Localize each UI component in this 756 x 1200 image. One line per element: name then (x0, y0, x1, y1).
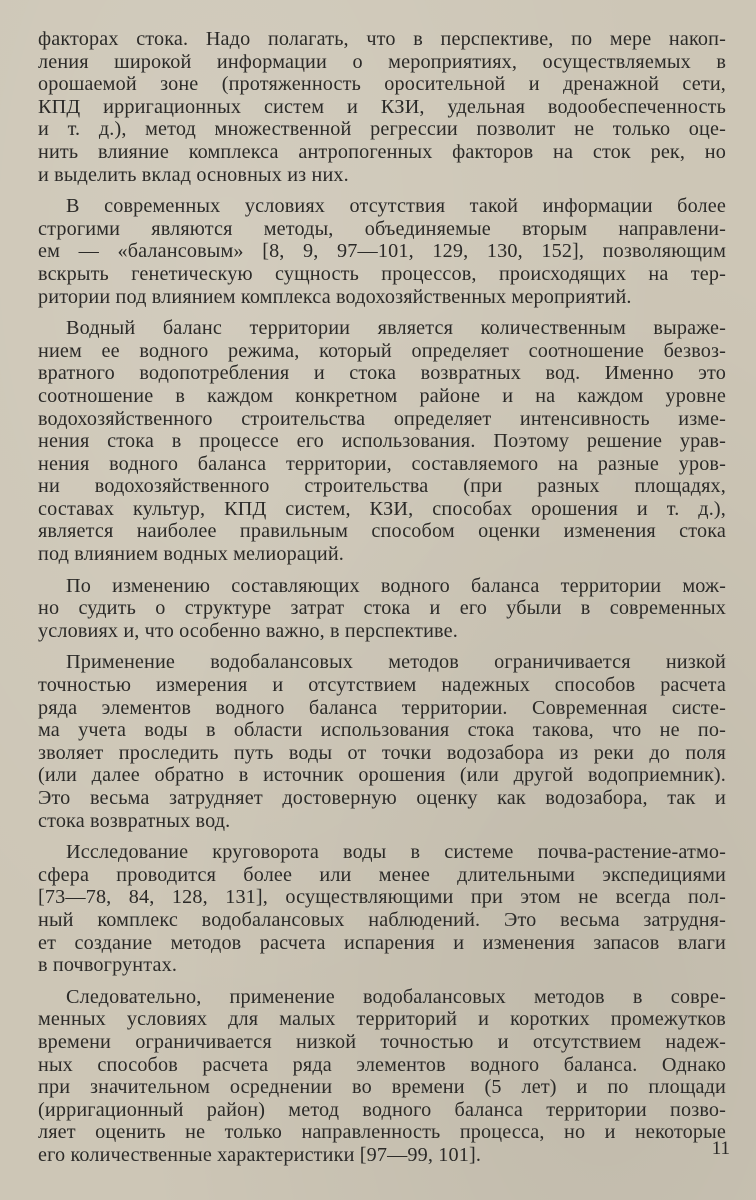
paragraph-3 (38, 317, 726, 566)
text-line: сфера проводится более или менее длительными экспедициями (38, 863, 726, 886)
text-line: ления широкой информации о мероприятиях, осуществляемых в (38, 50, 726, 73)
text-line: менных условиях для малых территорий и коротких промежутков (38, 1008, 726, 1031)
text-line: строгими являются методы, объединяемые вторым направлени- (38, 217, 726, 240)
text-line: ряда элементов водного баланса территории. Современная систе- (38, 696, 726, 719)
text-line: ных способов расчета ряда элементов водного баланса. Однако (38, 1053, 726, 1076)
text-line: но судить о структуре затрат стока и его убыли в современных (38, 597, 726, 620)
text-line: нения водного баланса территории, составляемого на разные уров- (38, 452, 726, 475)
text-line: нения стока в процессе его использования. Поэтому решение урав- (38, 430, 726, 453)
paragraph-2 (38, 195, 726, 308)
text-line: времени ограничивается низкой точностью и отсутствием надеж- (38, 1030, 726, 1053)
text-line: Исследование круговорота воды в системе почва-растение-атмо- (66, 841, 726, 864)
text-line: при значительном осреднении во времени (5 лет) и по площади (38, 1076, 726, 1099)
text-line: в почвогрунтах. (38, 954, 178, 977)
text-line: Это весьма затрудняет достоверную оценку как водозабора, так и (38, 787, 726, 809)
text-line: его количественные характеристики [97—99, 101]. (38, 1143, 482, 1166)
text-line: ем — «балансовым» [8, 9, 97—101, 129, 130, 152], позволяющим (38, 240, 726, 263)
page-body (38, 28, 726, 1176)
text-line: стока возвратных вод. (38, 809, 231, 832)
text-line: точностью измерения и отсутствием надежных способов расчета (38, 674, 726, 697)
text-line: соотношение в каждом конкретном районе и на каждом уровне (38, 384, 726, 407)
text-line: Следовательно, применение водобалансовых методов в совре- (66, 985, 726, 1008)
text-line: ритории под влиянием комплекса водохозяйственных мероприятий. (38, 285, 632, 308)
text-line: орошаемой зоне (протяженность оросительной и дренажной сети, (38, 73, 726, 96)
text-line: нием ее водного режима, который определяет соотношение безвоз- (38, 339, 726, 362)
text-line: составах культур, КПД систем, КЗИ, способах орошения и т. д.), (38, 497, 726, 520)
text-line: Применение водобалансовых методов ограничивается низкой (66, 651, 726, 674)
text-line: нить влияние комплекса антропогенных факторов на сток рек, но (38, 140, 726, 163)
text-line: (или далее обратно в источник орошения (или другой водоприемник). (38, 764, 726, 787)
text-line: [73—78, 84, 128, 131], осуществляющими при этом не всегда пол- (38, 886, 726, 909)
text-line: является наиболее правильным способом оценки изменения стока (38, 520, 726, 543)
text-line: ет создание методов расчета испарения и изменения запасов влаги (38, 931, 726, 954)
text-line: В современных условиях отсутствия такой информации более (66, 195, 726, 218)
text-line: водохозяйственного строительства определяет интенсивность изме- (38, 407, 726, 430)
text-line: под влиянием водных мелиораций. (38, 543, 345, 566)
text-line: условиях и, что особенно важно, в перспективе. (38, 619, 458, 642)
paragraph-5 (38, 651, 726, 832)
text-line: ма учета воды в области использования стока такова, что не по- (38, 719, 726, 742)
paragraph-6 (38, 841, 726, 977)
paragraph-1 (38, 28, 726, 186)
text-line: (ирригационный район) метод водного баланса территории позво- (38, 1098, 726, 1121)
text-line: По изменению составляющих водного баланса территории мож- (66, 574, 726, 597)
text-line: вскрыть генетическую сущность процессов, происходящих на тер- (38, 262, 726, 285)
text-line: ный комплекс водобалансовых наблюдений. Это весьма затрудня- (38, 908, 726, 931)
text-line: вратного водопотребления и стока возвратных вод. Именно это (38, 362, 726, 385)
text-line: ляет оценить не только направленность процесса, но и некоторые (38, 1121, 726, 1144)
text-line: и т. д.), метод множественной регрессии позволит не только оце- (38, 118, 726, 141)
text-line: зволяет проследить путь воды от точки водозабора из реки до поля (38, 741, 726, 764)
page-number: 11 (711, 1138, 730, 1159)
text-line: и выделить вклад основных из них. (38, 163, 349, 186)
text-line: ни водохозяйственного строительства (при разных площадях, (38, 475, 726, 498)
text-line: КПД ирригационных систем и КЗИ, удельная водообеспеченность (38, 95, 726, 118)
text-line: Водный баланс территории является количественным выраже- (66, 317, 726, 340)
paragraph-4 (38, 575, 726, 643)
paragraph-7 (38, 986, 726, 1167)
text-line: факторах стока. Надо полагать, что в перспективе, по мере накоп- (38, 28, 726, 50)
